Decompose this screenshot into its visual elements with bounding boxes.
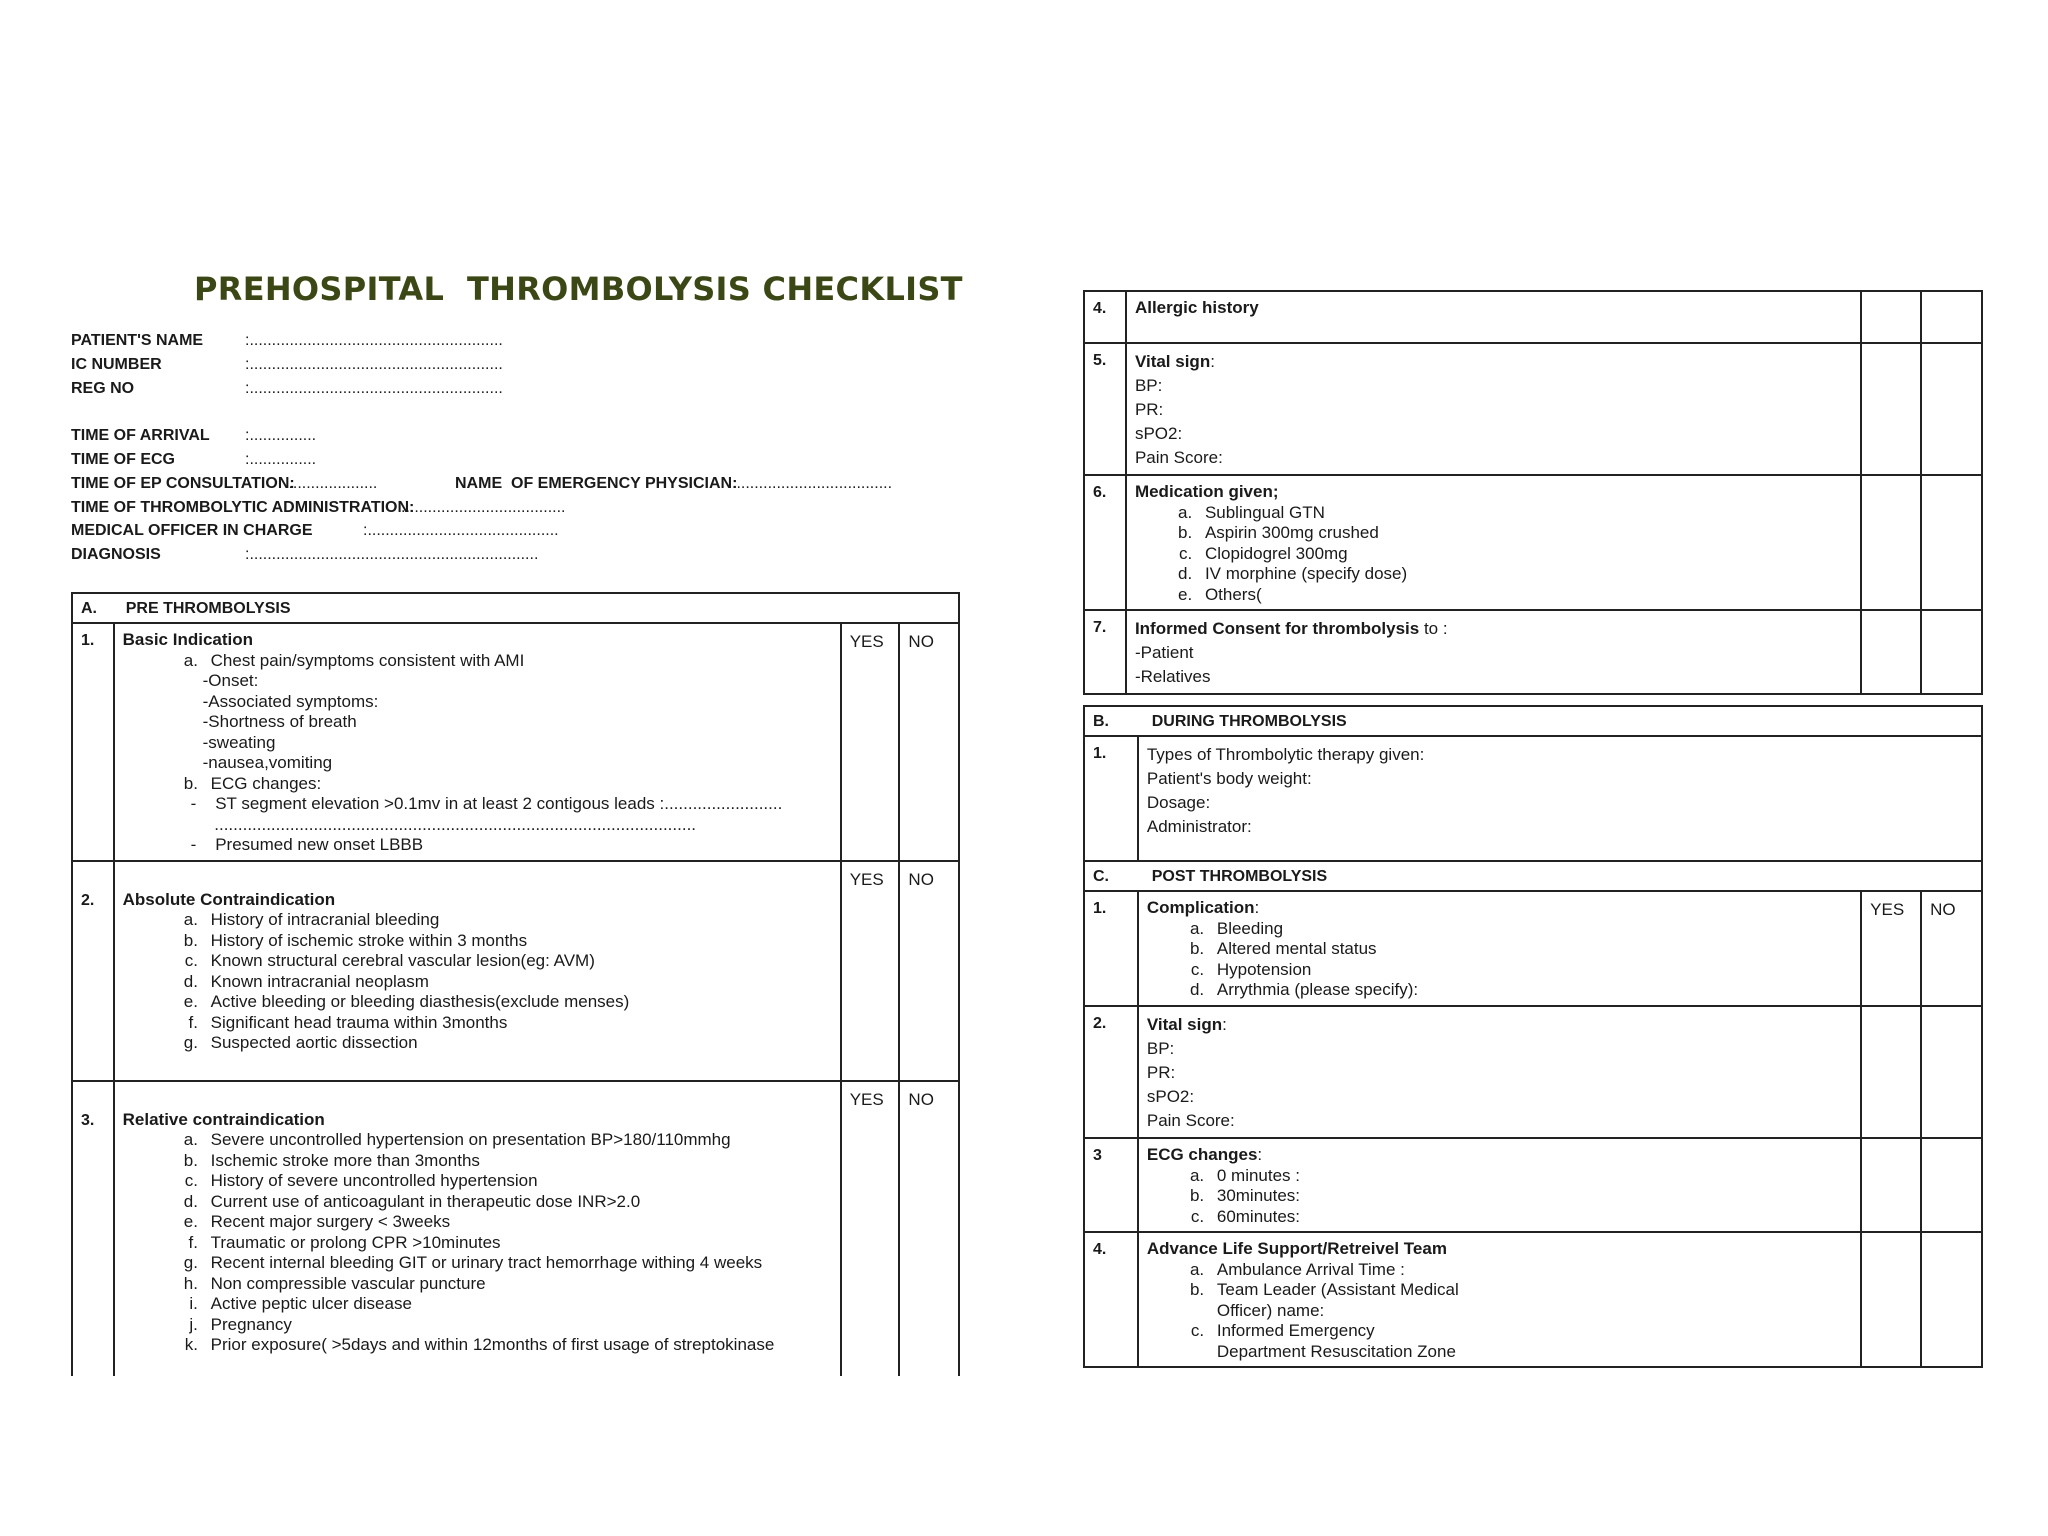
relative-contraindication-content [114,1081,841,1376]
list-item: a. 0 minutes : [1209,1166,1852,1187]
no-label: NO [908,869,934,889]
list-item: c. History of severe uncontrolled hypertension [203,1171,832,1192]
list-item: f. Traumatic or prolong CPR >10minutes [203,1233,832,1254]
list-item: f. Significant head trauma within 3months [203,1013,832,1034]
list-item-text: ECG changes: [210,773,322,793]
no-checkbox-cell[interactable] [1921,610,1982,694]
yes-checkbox-cell[interactable] [1861,291,1921,343]
ecg-changes-list [1147,1166,1852,1228]
vital-line: sPO2: [1134,424,1183,443]
title-suffix: : [1257,1145,1263,1164]
section-a-header [72,593,959,623]
vital-sign-content [1126,343,1861,475]
advance-life-support-title: Advance Life Support/Retreivel Team [1146,1239,1447,1258]
complication-list [1147,919,1852,1001]
list-item: i. Active peptic ulcer disease [203,1294,832,1315]
section-a-letter: A. [81,600,97,617]
no-checkbox-cell[interactable] [1921,1138,1982,1232]
reg-no-label: REG NO [71,380,135,397]
section-a-title: PRE THROMBOLYSIS [125,600,291,617]
therapy-line: Patient's body weight: [1146,769,1312,788]
allergic-history-content [1126,291,1861,343]
list-item: g. Suspected aortic dissection [203,1033,832,1054]
item-number: 2. [1084,1006,1138,1138]
post-vital-sign-row [1084,1006,1982,1138]
title-suffix: : [1210,352,1215,371]
list-item: h. Non compressible vascular puncture [203,1274,832,1295]
informed-consent-content [1126,610,1861,694]
list-item-text: Chest pain/symptoms consistent with AMI [210,650,525,670]
list-item: b. Ischemic stroke more than 3months [203,1151,832,1172]
vital-line: PR: [1146,1063,1176,1082]
informed-consent-row [1084,610,1982,694]
during-post-thrombolysis-table [1083,705,1983,1368]
thrombolytic-time-field[interactable]: ..................................... [401,499,566,516]
time-of-arrival-field[interactable]: :............... [245,427,317,444]
therapy-line: Types of Thrombolytic therapy given: [1146,745,1425,764]
list-item: b. History of ischemic stroke within 3 months [203,931,832,952]
item-number: 5. [1084,343,1126,475]
ecg-changes-title: ECG changes [1146,1145,1258,1164]
no-label: NO [908,632,934,651]
list-item: c. Informed Emergency Department Resuscitation Zone [1209,1321,1459,1362]
section-b-header [1084,706,1982,736]
item-number: 1. [72,623,114,861]
basic-indication-row [72,623,959,861]
yes-checkbox-cell[interactable] [1861,891,1921,1006]
medical-officer-field[interactable]: :........................................... [363,522,559,539]
item-number: 1. [1084,891,1138,1006]
medical-officer-label: MEDICAL OFFICER IN CHARGE [71,522,313,539]
list-item: d. Arrythmia (please specify): [1209,980,1852,1001]
list-item: d. Known intracranial neoplasm [203,972,832,993]
title-suffix: : [1254,898,1260,917]
diagnosis-field[interactable]: :................................................................. [245,546,539,563]
no-checkbox-cell[interactable] [899,1081,959,1376]
thrombolytic-therapy-row [1084,736,1982,861]
absolute-contraindication-row [72,861,959,1081]
item-number: 3 [1084,1138,1138,1232]
absolute-contraindication-content [114,861,841,1081]
time-of-ep-consultation-field[interactable]: ..................... [284,475,378,492]
sub-item: -Shortness of breath [202,712,357,731]
list-item: d. IV morphine (specify dose) [1197,564,1852,585]
vital-sign-title: Vital sign [1134,352,1211,371]
vital-line: BP: [1146,1039,1175,1058]
list-item: a. Bleeding [1209,919,1852,940]
yes-label: YES [849,1089,884,1109]
medication-given-content [1126,475,1861,610]
yes-checkbox-cell[interactable] [1861,610,1921,694]
list-item: e. Active bleeding or bleeding diasthesis(exclude menses) [203,992,832,1013]
no-checkbox-cell[interactable] [1921,891,1982,1006]
ecg-sub-item: - Presumed new onset LBBB [190,835,424,854]
advance-life-support-list [1147,1260,1459,1363]
basic-indication-content [114,623,841,861]
yes-checkbox-cell[interactable] [841,861,900,1081]
sub-item: -nausea,vomiting [202,753,333,772]
patient-name-label: PATIENT'S NAME [71,332,204,349]
ic-number-field[interactable]: :......................................................... [245,356,503,373]
medication-list [1135,503,1852,606]
complication-title: Complication [1146,898,1255,917]
list-item: a. History of intracranial bleeding [203,910,832,931]
allergic-history-title: Allergic history [1134,298,1259,317]
list-item [203,774,832,795]
sub-item: -Associated symptoms: [202,691,379,711]
complication-row [1084,891,1982,1006]
section-c-title: POST THROMBOLYSIS [1151,868,1328,885]
post-vital-sign-title: Vital sign [1146,1015,1223,1034]
time-of-arrival-label: TIME OF ARRIVAL [71,427,210,444]
time-of-ep-consultation-label: TIME OF EP CONSULTATION: [71,475,295,492]
no-label: NO [1930,900,1956,919]
pre-thrombolysis-continued-table [1083,290,1983,695]
section-c-letter: C. [1093,868,1109,885]
vital-line: Pain Score: [1134,448,1223,467]
item-number: 1. [1084,736,1138,861]
item-number: 3. [72,1081,114,1376]
list-item: a. Ambulance Arrival Time : [1209,1260,1459,1281]
page-title: PREHOSPITAL THROMBOLYSIS CHECKLIST [194,270,963,308]
sub-item: -Onset: [202,671,259,690]
consent-line: -Relatives [1134,667,1211,686]
patient-name-field[interactable]: :......................................................... [245,332,503,349]
vital-sign-row [1084,343,1982,475]
absolute-contraindication-list [123,910,832,1054]
reg-no-field[interactable]: :......................................................... [245,380,503,397]
section-b-title: DURING THROMBOLYSIS [1151,713,1347,730]
item-number: 4. [1084,291,1126,343]
title-suffix: to : [1419,619,1448,638]
no-checkbox-cell[interactable] [899,861,959,1081]
vital-line: sPO2: [1146,1087,1195,1106]
list-item: b. Aspirin 300mg crushed [1197,523,1852,544]
basic-indication-title: Basic Indication [122,630,254,649]
no-label: NO [908,1089,934,1109]
list-item: c. 60minutes: [1209,1207,1852,1228]
list-item: a. Sublingual GTN [1197,503,1852,524]
item-number: 6. [1084,475,1126,610]
advance-life-support-content [1138,1232,1861,1367]
no-checkbox-cell[interactable] [899,623,959,861]
yes-checkbox-cell[interactable] [1861,1232,1921,1367]
list-item: c. Known structural cerebral vascular lesion(eg: AVM) [203,951,832,972]
ecg-changes-row [1084,1138,1982,1232]
medication-given-title: Medication given; [1134,482,1279,501]
list-item [203,651,832,774]
yes-label: YES [849,869,884,889]
list-item: e. Recent major surgery < 3weeks [203,1212,832,1233]
section-c-header [1084,861,1982,891]
time-of-ecg-label: TIME OF ECG [71,451,175,468]
vital-line: PR: [1134,400,1164,419]
emergency-physician-field[interactable]: .................................... [732,475,893,492]
vital-line: Pain Score: [1146,1111,1235,1130]
no-checkbox-cell[interactable] [1921,475,1982,610]
relative-contraindication-row [72,1081,959,1376]
relative-contraindication-list [123,1130,832,1356]
medication-given-row [1084,475,1982,610]
yes-checkbox-cell[interactable] [1861,343,1921,475]
emergency-physician-label: NAME OF EMERGENCY PHYSICIAN: [455,475,738,492]
thrombolytic-time-label: TIME OF THROMBOLYTIC ADMINISTRATION: [71,499,415,516]
no-checkbox-cell[interactable] [1921,343,1982,475]
relative-contraindication-title: Relative contraindication [122,1109,325,1129]
advance-life-support-row [1084,1232,1982,1367]
diagnosis-label: DIAGNOSIS [71,546,161,563]
informed-consent-title: Informed Consent for thrombolysis [1134,619,1420,638]
no-checkbox-cell[interactable] [1921,291,1982,343]
allergic-history-row [1084,291,1982,343]
time-of-ecg-field[interactable]: :............... [245,451,317,468]
yes-checkbox-cell[interactable] [1861,475,1921,610]
list-item: d. Current use of anticoagulant in therapeutic dose INR>2.0 [203,1192,832,1213]
ic-number-label: IC NUMBER [71,356,162,373]
list-item: k. Prior exposure( >5days and within 12months of first usage of streptokinase [203,1335,832,1356]
list-item: b. Team Leader (Assistant Medical Officer) name: [1209,1280,1459,1321]
complication-content [1138,891,1861,1006]
pre-thrombolysis-table [71,592,960,1376]
list-item: c. Hypotension [1209,960,1852,981]
item-number: 4. [1084,1232,1138,1367]
ecg-changes-content [1138,1138,1861,1232]
title-suffix: : [1222,1015,1227,1034]
absolute-contraindication-title: Absolute Contraindication [122,889,336,909]
list-item: b. 30minutes: [1209,1186,1852,1207]
sub-item: -sweating [202,732,276,752]
yes-label: YES [849,632,884,651]
list-item: e. Others( [1197,585,1852,606]
yes-checkbox-cell[interactable] [841,1081,900,1376]
list-item: b. Altered mental status [1209,939,1852,960]
thrombolytic-therapy-content [1138,736,1982,861]
ecg-sub-item-continued: ...................................................................................................... [190,814,697,834]
list-item: g. Recent internal bleeding GIT or urinary tract hemorrhage withing 4 weeks [203,1253,832,1274]
list-item: a. Severe uncontrolled hypertension on presentation BP>180/110mmhg [203,1130,832,1151]
list-item: c. Clopidogrel 300mg [1197,544,1852,565]
no-checkbox-cell[interactable] [1921,1006,1982,1138]
item-number: 2. [72,861,114,1081]
section-b-letter: B. [1093,713,1109,730]
yes-checkbox-cell[interactable] [1861,1138,1921,1232]
list-item: j. Pregnancy [203,1315,832,1336]
no-checkbox-cell[interactable] [1921,1232,1982,1367]
consent-line: -Patient [1134,643,1194,662]
ecg-sub-item: - ST segment elevation >0.1mv in at least 2 contigous leads :......................... [190,794,783,813]
item-number: 7. [1084,610,1126,694]
therapy-line: Administrator: [1146,817,1252,836]
basic-indication-list [123,651,832,795]
yes-checkbox-cell[interactable] [841,623,900,861]
therapy-line: Dosage: [1146,793,1211,812]
vital-line: BP: [1134,376,1163,395]
yes-label: YES [1870,900,1905,919]
post-vital-sign-content [1138,1006,1861,1138]
yes-checkbox-cell[interactable] [1861,1006,1921,1138]
